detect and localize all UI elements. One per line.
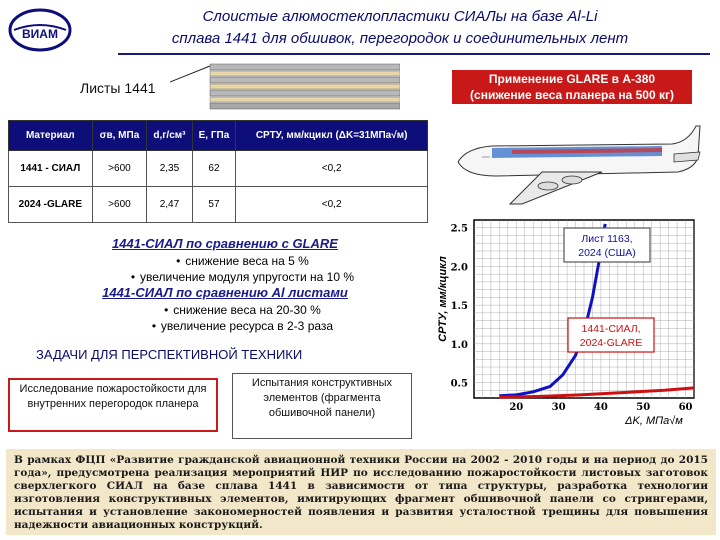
col-header-crack-rate: СРТУ, мм/кцикл (ΔK=31МПа√м) — [236, 121, 428, 151]
materials-table — [8, 120, 428, 223]
page-title — [120, 6, 680, 50]
table-cell: 62 — [192, 151, 236, 187]
y-tick-label: 2.0 — [450, 262, 468, 274]
glare-banner — [452, 70, 692, 104]
y-tick-label: 1.5 — [450, 301, 468, 313]
table-cell: >600 — [92, 187, 147, 223]
title-line-2: сплава 1441 для обшивок, перегородок и соединительных лент — [171, 30, 629, 47]
y-tick-label: 2.5 — [450, 223, 468, 235]
y-axis-label: СРТУ, мм/кцикл — [437, 256, 449, 342]
table-cell: 2024 -GLARE — [9, 187, 93, 223]
banner-line-1: Применение GLARE в А-380 — [488, 72, 656, 86]
laminate-label: Листы 1441 — [80, 80, 156, 96]
task-box-fire-resistance: Исследование пожаростойкости для внутренних перегородок планера — [8, 378, 218, 432]
table-cell: <0,2 — [236, 151, 428, 187]
callout-1163-text: Лист 1163, — [581, 233, 633, 245]
x-tick-label: 20 — [509, 402, 524, 413]
title-divider — [118, 53, 710, 55]
crack-growth-chart — [420, 210, 716, 444]
table-cell: 2,47 — [147, 187, 192, 223]
comparison-item-text: увеличение модуля упругости на 10 % — [139, 270, 355, 284]
comparison-item: • снижение веса на 5 % — [176, 254, 309, 268]
task-box-structural-tests: Испытания конструктивных элементов (фрагмента обшивочной панели) — [232, 373, 412, 439]
x-tick-label: 50 — [636, 402, 651, 413]
col-header-density: d,г/см³ — [147, 121, 192, 151]
table-cell: 57 — [192, 187, 236, 223]
logo-text: ВИАМ — [22, 27, 58, 41]
table-cell: >600 — [92, 151, 147, 187]
table-row — [9, 187, 428, 223]
x-tick-label: 60 — [678, 402, 693, 413]
callout-1163-text: 2024 (США) — [578, 247, 636, 259]
table-cell: <0,2 — [236, 187, 428, 223]
x-tick-label: 30 — [551, 402, 566, 413]
callout-siaL-text: 2024-GLARE — [579, 337, 643, 349]
y-tick-label: 0.5 — [450, 378, 468, 390]
col-header-material: Материал — [9, 121, 93, 151]
comparison-heading-glare: 1441-СИАЛ по сравнению с GLARE — [112, 236, 338, 251]
y-tick-label: 1.0 — [450, 339, 468, 351]
comparison-heading-al: 1441-СИАЛ по сравнению Al листами — [102, 285, 348, 300]
col-header-modulus: E, ГПа — [192, 121, 236, 151]
col-header-strength: σв, МПа — [92, 121, 147, 151]
x-axis-label: ΔK, МПа√м — [625, 415, 683, 427]
aircraft-illustration — [452, 112, 702, 210]
callout-siaL-text: 1441-СИАЛ, — [581, 323, 641, 335]
table-cell: 1441 - СИАЛ — [9, 151, 93, 187]
banner-line-2: (снижение веса планера на 500 кг) — [470, 88, 674, 102]
x-tick-label: 40 — [593, 402, 608, 413]
comparison-item: • увеличение модуля упругости на 10 % — [130, 270, 355, 284]
table-header-row — [9, 121, 428, 151]
tasks-heading: ЗАДАЧИ ДЛЯ ПЕРСПЕКТИВНОЙ ТЕХНИКИ — [36, 347, 303, 362]
table-cell: 2,35 — [147, 151, 192, 187]
comparison-item-text: снижение веса на 5 % — [185, 254, 309, 268]
comparison-item: • увеличение ресурса в 2-3 раза — [151, 319, 334, 333]
table-row — [9, 151, 428, 187]
comparison-item-text: снижение веса на 20-30 % — [173, 303, 321, 317]
title-line-1: Слоистые алюмостеклопластики СИАЛы на базе Al-Li — [202, 8, 598, 25]
viam-logo — [8, 8, 72, 52]
comparison-item: • снижение веса на 20-30 % — [164, 303, 321, 317]
comparison-item-text: увеличение ресурса в 2-3 раза — [160, 319, 334, 333]
program-description: В рамках ФЦП «Развитие гражданской авиационной техники России на 2002 - 2010 годы и на период до 2015 года», предусмотрена реализация мероприятий НИР по исследованию пожаростойкости листовых заготовок сверхлегкого СИАЛ на базе сплава 1441 в зависимости от типа структуры, разработка технологии изготовления конструктивных элементов, имитирующих фрагмент обшивочной панели со стрингерами, испытания и установление закономерностей появления и развития усталостной трещины для повышения надежности авиационных конструкций. — [6, 449, 716, 535]
laminate-illustration — [170, 58, 400, 118]
